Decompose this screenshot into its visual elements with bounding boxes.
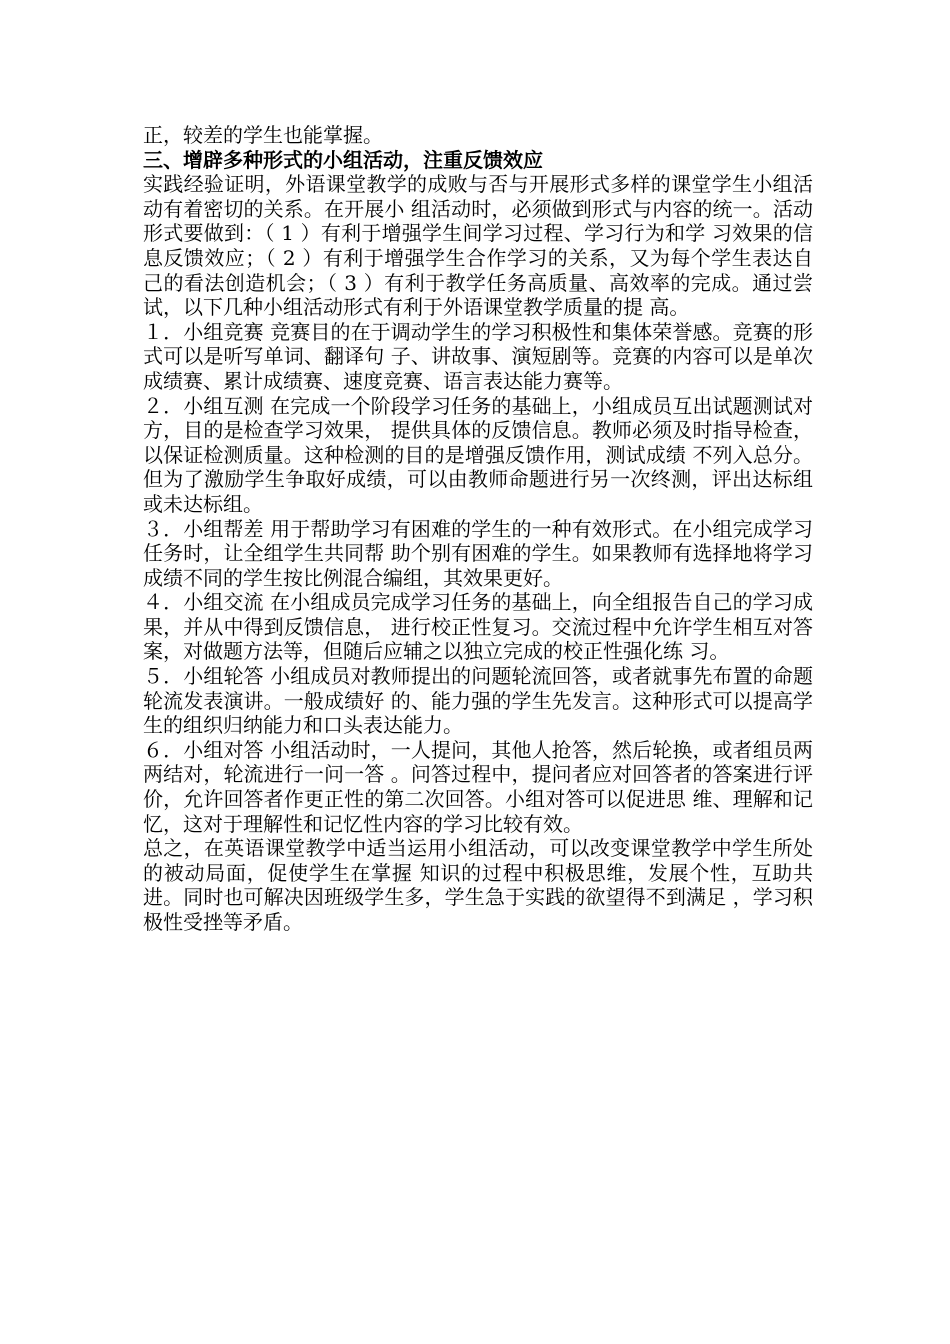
paragraph-group-rotation: ５．小组轮答 小组成员对教师提出的问题轮流回答，或者就事先布置的命题轮流发表演讲。一般成绩好 的、能力强的学生先发言。这种形式可以提高学生的组织归纳能力和口头表达能力。: [143, 664, 813, 738]
paragraph-group-mutual-test: ２．小组互测 在完成一个阶段学习任务的基础上，小组成员互出试题测试对方，目的是检查学习效果， 提供具体的反馈信息。教师必须及时指导检查，以保证检测质量。这种检测的目的是增强反馈作用，测试成绩 不列入总分。但为了激励学生争取好成绩，可以由教师命题进行另一次终测，评出达标组或未达标组。: [143, 393, 813, 516]
paragraph-intro: 实践经验证明，外语课堂教学的成败与否与开展形式多样的课堂学生小组活动有着密切的关系。在开展小 组活动时，必须做到形式与内容的统一。活动形式要做到：（ 1 ）有利于增强学生间学习过程、学习行为和学 习效果的信息反馈效应；（ 2 ）有利于增强学生合作学习的关系，又为每个学生表达自己的看法创造机会；（ 3 ）有利于教学任务高质量、高效率的完成。通过尝试，以下几种小组活动形式有利于外语课堂教学质量的提 高。: [143, 172, 813, 320]
paragraph-group-exchange: ４．小组交流 在小组成员完成学习任务的基础上，向全组报告自己的学习成果，并从中得到反馈信息， 进行校正性复习。交流过程中允许学生相互对答案，对做题方法等，但随后应辅之以独立完成的校正性强化练 习。: [143, 590, 813, 664]
intro-line: 正，较差的学生也能掌握。: [143, 123, 383, 147]
paragraph-group-competition: １．小组竞赛 竞赛目的在于调动学生的学习积极性和集体荣誉感。竞赛的形式可以是听写单词、翻译句 子、讲故事、演短剧等。竞赛的内容可以是单次成绩赛、累计成绩赛、速度竞赛、语言表达能力赛等。: [143, 319, 813, 393]
paragraph-conclusion: 总之，在英语课堂教学中适当运用小组活动，可以改变课堂教学中学生所处的被动局面，促使学生在掌握 知识的过程中积极思维，发展个性，互助共进。同时也可解决因班级学生多，学生急于实践的欲望得不到满足 ，学习积极性受挫等矛盾。: [143, 836, 813, 934]
section-heading: 三、增辟多种形式的小组活动，注重反馈效应: [143, 147, 543, 172]
paragraph-group-dialogue: ６．小组对答 小组活动时，一人提问，其他人抢答，然后轮换，或者组员两两结对，轮流进行一问一答 。问答过程中，提问者应对回答者的答案进行评价，允许回答者作更正性的第二次回答。小组对答可以促进思 维、理解和记忆，这对于理解性和记忆性内容的学习比较有效。: [143, 737, 813, 836]
paragraph-group-help: ３．小组帮差 用于帮助学习有困难的学生的一种有效形式。在小组完成学习任务时，让全组学生共同帮 助个别有困难的学生。如果教师有选择地将学习成绩不同的学生按比例混合编组，其效果更好。: [143, 516, 813, 590]
document-body: [143, 123, 813, 935]
